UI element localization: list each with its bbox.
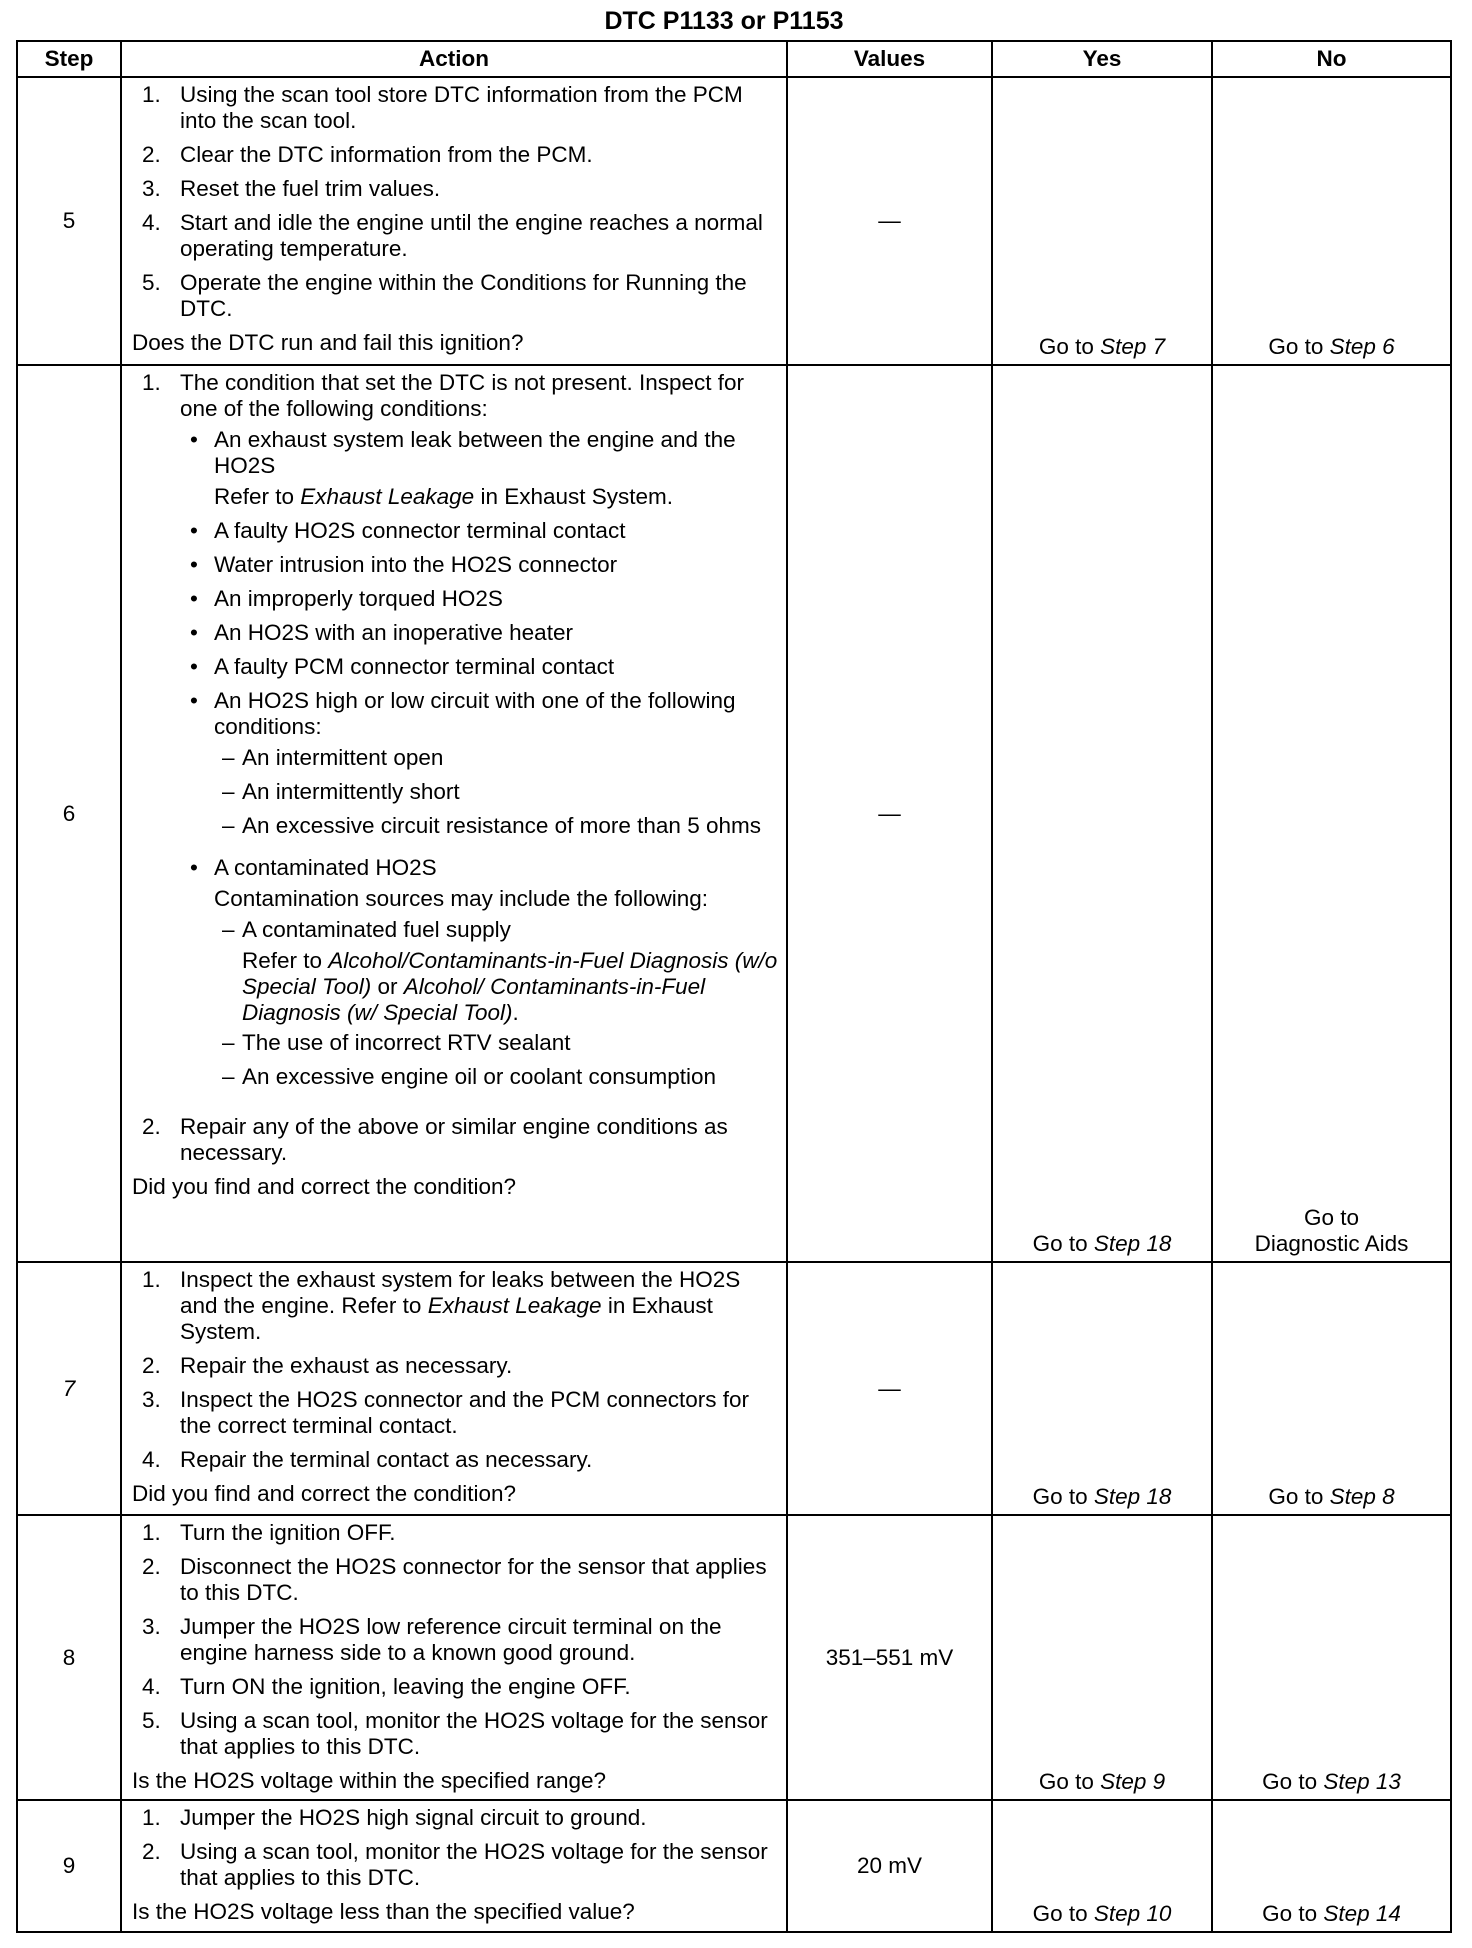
dash-item: – An excessive circuit resistance of more than 5 ohms xyxy=(222,813,761,838)
value-cell: 351–551 mV xyxy=(787,1515,992,1800)
value-cell: 20 mV xyxy=(787,1800,992,1932)
dash-item: – The use of incorrect RTV sealant xyxy=(222,1030,571,1055)
step-number: 6 xyxy=(17,365,121,1262)
diagnostic-table xyxy=(16,40,1452,1933)
header-yes: Yes xyxy=(992,41,1212,77)
action-cell xyxy=(121,1800,787,1932)
bullet-item: • An improperly torqued HO2S xyxy=(190,586,503,611)
no-cell: Go to Step 8 xyxy=(1212,1262,1451,1515)
dash-item: – A contaminated fuel supply Refer to Alcohol/Contaminants-in-Fuel Diagnosis (w/o Special Tool) or Alcohol/ Contaminants-in-Fuel Diagnosis (w/ Special Tool). xyxy=(222,917,778,1025)
table-row xyxy=(17,1262,1451,1515)
action-question: Is the HO2S voltage within the specified range? xyxy=(132,1768,607,1793)
action-item: 5. Using a scan tool, monitor the HO2S voltage for the sensor that applies to this DTC. xyxy=(142,1708,768,1759)
bullet-item: • An HO2S high or low circuit with one of the following conditions: – An intermittent open – An intermittently short – An excessive circuit resistance of more than 5 ohms xyxy=(180,688,778,847)
action-item: 3. Inspect the HO2S connector and the PCM connectors for the correct terminal contact. xyxy=(142,1387,750,1438)
yes-cell: Go to Step 18 xyxy=(992,365,1212,1262)
action-item: 1. Inspect the exhaust system for leaks between the HO2S and the engine. Refer to Exhaust Leakage in Exhaust System. xyxy=(142,1267,741,1344)
yes-cell: Go to Step 9 xyxy=(992,1515,1212,1800)
header-values: Values xyxy=(787,41,992,77)
header-no: No xyxy=(1212,41,1451,77)
action-item: 2. Disconnect the HO2S connector for the sensor that applies to this DTC. xyxy=(142,1554,767,1605)
header-action: Action xyxy=(121,41,787,77)
no-cell: Go to Diagnostic Aids xyxy=(1212,365,1451,1262)
action-question: Did you find and correct the condition? xyxy=(132,1481,516,1506)
action-item: 4. Start and idle the engine until the engine reaches a normal operating temperature. xyxy=(142,210,763,261)
table-row xyxy=(17,1515,1451,1800)
step-number: 8 xyxy=(17,1515,121,1800)
no-cell: Go to Step 6 xyxy=(1212,77,1451,365)
step-number: 5 xyxy=(17,77,121,365)
header-step: Step xyxy=(17,41,121,77)
dash-item: – An intermittently short xyxy=(222,779,460,804)
action-item: 1. The condition that set the DTC is not present. Inspect for one of the following conditions: • An exhaust system leak between the engine and the HO2S Refer to Exhaust Leakage in Exhaust System. • A faulty HO2S connector terminal contact • Water intrusion into the HO2S connector • An improperly torqued HO2S • An HO2S with an inoperative heater • A faulty PCM connector terminal contact • An HO2S high or low circuit with one of the following conditions: – An intermittent open – An intermittently short – An excessive circuit resistance of more than 5 ohms • A contaminated HO2S Contamination sources may include the following: – A contaminated fuel supply Refer to Alcohol/Contaminants-in-Fuel Diagnosis (w/o Special Tool) or Alcohol/ Contaminants-in-Fuel Diagnosis (w/ Special Tool). – The use of incorrect RTV sealant – An excessive engine oil or coolant consumption xyxy=(132,370,778,1106)
value-cell: — xyxy=(787,1262,992,1515)
table-row xyxy=(17,77,1451,365)
bullet-item: • An exhaust system leak between the engine and the HO2S Refer to Exhaust Leakage in Exhaust System. xyxy=(190,427,736,509)
action-cell xyxy=(121,77,787,365)
no-cell: Go to Step 13 xyxy=(1212,1515,1451,1800)
yes-cell: Go to Step 18 xyxy=(992,1262,1212,1515)
action-cell xyxy=(121,1515,787,1800)
action-item: 5. Operate the engine within the Conditions for Running the DTC. xyxy=(142,270,747,321)
action-question: Is the HO2S voltage less than the specified value? xyxy=(132,1899,635,1924)
bullet-item: • An HO2S with an inoperative heater xyxy=(190,620,573,645)
step-number: 7 xyxy=(17,1262,121,1515)
action-item: 1. Turn the ignition OFF. xyxy=(142,1520,396,1545)
yes-cell: Go to Step 7 xyxy=(992,77,1212,365)
action-item: 1. Jumper the HO2S high signal circuit to ground. xyxy=(142,1805,647,1830)
action-cell xyxy=(121,365,787,1262)
table-row xyxy=(17,1800,1451,1932)
step-number: 9 xyxy=(17,1800,121,1932)
bullet-item: • Water intrusion into the HO2S connector xyxy=(190,552,618,577)
bullet-item: • A contaminated HO2S Contamination sources may include the following: – A contaminated fuel supply Refer to Alcohol/Contaminants-in-Fuel Diagnosis (w/o Special Tool) or Alcohol/ Contaminants-in-Fuel Diagnosis (w/ Special Tool). – The use of incorrect RTV sealant – An excessive engine oil or coolant consumption xyxy=(190,855,778,1089)
dash-item: – An excessive engine oil or coolant consumption xyxy=(222,1064,717,1089)
dash-item: – An intermittent open xyxy=(222,745,444,770)
no-cell: Go to Step 14 xyxy=(1212,1800,1451,1932)
action-question: Does the DTC run and fail this ignition? xyxy=(132,330,524,355)
bullet-item: • A faulty HO2S connector terminal contact xyxy=(190,518,626,543)
action-item: 2. Repair any of the above or similar engine conditions as necessary. xyxy=(142,1114,728,1165)
header-row xyxy=(17,41,1451,77)
value-cell: — xyxy=(787,365,992,1262)
yes-cell: Go to Step 10 xyxy=(992,1800,1212,1932)
action-item: 2. Clear the DTC information from the PCM. xyxy=(142,142,593,167)
bullet-item: • A faulty PCM connector terminal contact xyxy=(190,654,615,679)
document-title: DTC P1133 or P1153 xyxy=(604,7,844,35)
action-item: 1. Using the scan tool store DTC information from the PCM into the scan tool. xyxy=(142,82,743,133)
action-item: 3. Jumper the HO2S low reference circuit terminal on the engine harness side to a known good ground. xyxy=(142,1614,722,1665)
action-item: 4. Turn ON the ignition, leaving the engine OFF. xyxy=(142,1674,631,1699)
action-item: 3. Reset the fuel trim values. xyxy=(142,176,441,201)
action-cell xyxy=(121,1262,787,1515)
action-item: 2. Using a scan tool, monitor the HO2S voltage for the sensor that applies to this DTC. xyxy=(142,1839,768,1890)
value-cell: — xyxy=(787,77,992,365)
action-question: Did you find and correct the condition? xyxy=(132,1174,516,1199)
action-item: 2. Repair the exhaust as necessary. xyxy=(142,1353,513,1378)
table-row xyxy=(17,365,1451,1262)
action-item: 4. Repair the terminal contact as necessary. xyxy=(142,1447,593,1472)
